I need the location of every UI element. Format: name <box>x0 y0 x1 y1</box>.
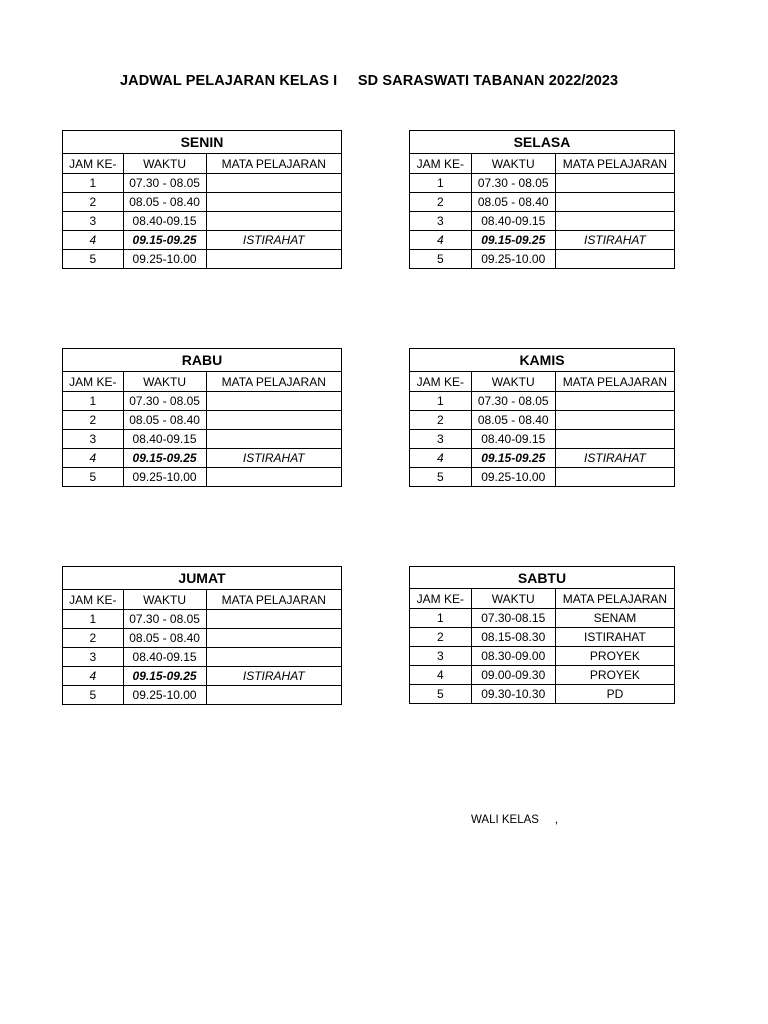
table-row <box>410 392 675 411</box>
jam-cell: 1 <box>410 392 472 411</box>
jam-cell: 3 <box>410 647 472 666</box>
waktu-cell: 09.25-10.00 <box>123 686 206 705</box>
waktu-cell: 09.25-10.00 <box>123 250 206 269</box>
mapel-cell <box>206 174 341 193</box>
jam-cell: 3 <box>410 212 472 231</box>
mapel-cell <box>206 193 341 212</box>
waktu-cell: 09.25-10.00 <box>471 250 555 269</box>
mapel-cell: ISTIRAHAT <box>206 231 341 250</box>
jam-cell: 1 <box>63 392 124 411</box>
waktu-cell: 08.05 - 08.40 <box>471 193 555 212</box>
waktu-cell: 07.30 - 08.05 <box>123 392 206 411</box>
jam-cell: 4 <box>63 449 124 468</box>
waktu-cell: 09.15-09.25 <box>471 449 555 468</box>
table-row <box>63 250 342 269</box>
mapel-cell: ISTIRAHAT <box>206 667 341 686</box>
jam-cell: 4 <box>410 449 472 468</box>
mapel-cell: ISTIRAHAT <box>555 628 674 647</box>
jam-cell: 2 <box>63 629 124 648</box>
jam-cell: 3 <box>410 430 472 449</box>
waktu-cell: 08.05 - 08.40 <box>471 411 555 430</box>
col-header-waktu: WAKTU <box>471 372 555 392</box>
day-title: SABTU <box>410 567 675 589</box>
jam-cell: 2 <box>63 411 124 430</box>
col-header-waktu: WAKTU <box>471 154 555 174</box>
table-row-break <box>410 449 675 468</box>
waktu-cell: 09.15-09.25 <box>471 231 555 250</box>
table-row <box>410 193 675 212</box>
table-row <box>410 666 675 685</box>
table-row <box>410 174 675 193</box>
mapel-cell <box>206 430 341 449</box>
table-row <box>410 212 675 231</box>
jam-cell: 1 <box>63 174 124 193</box>
mapel-cell <box>555 392 674 411</box>
mapel-cell <box>206 629 341 648</box>
table-row <box>410 411 675 430</box>
jam-cell: 5 <box>410 250 472 269</box>
col-header-waktu: WAKTU <box>471 589 555 609</box>
table-row-break <box>63 667 342 686</box>
day-title: SENIN <box>63 131 342 154</box>
waktu-cell: 07.30 - 08.05 <box>123 610 206 629</box>
day-title: SELASA <box>410 131 675 154</box>
schedule-table-selasa <box>409 130 675 269</box>
table-row <box>410 628 675 647</box>
col-header-jam: JAM KE- <box>410 589 472 609</box>
table-row <box>63 468 342 487</box>
table-row <box>63 411 342 430</box>
table-row <box>63 174 342 193</box>
waktu-cell: 08.40-09.15 <box>471 430 555 449</box>
waktu-cell: 07.30 - 08.05 <box>471 392 555 411</box>
wali-kelas-signature-label: WALI KELAS , <box>471 814 559 826</box>
jam-cell: 3 <box>63 648 124 667</box>
col-header-waktu: WAKTU <box>123 590 206 610</box>
mapel-cell: ISTIRAHAT <box>206 449 341 468</box>
mapel-cell <box>206 610 341 629</box>
table-row <box>63 648 342 667</box>
col-header-waktu: WAKTU <box>123 154 206 174</box>
jam-cell: 5 <box>63 686 124 705</box>
mapel-cell <box>555 430 674 449</box>
waktu-cell: 08.40-09.15 <box>123 212 206 231</box>
jam-cell: 4 <box>63 667 124 686</box>
table-row <box>410 430 675 449</box>
table-row <box>63 193 342 212</box>
waktu-cell: 08.15-08.30 <box>471 628 555 647</box>
col-header-jam: JAM KE- <box>63 154 124 174</box>
mapel-cell: PROYEK <box>555 647 674 666</box>
jam-cell: 1 <box>63 610 124 629</box>
mapel-cell <box>206 411 341 430</box>
day-title: KAMIS <box>410 349 675 372</box>
mapel-cell: ISTIRAHAT <box>555 449 674 468</box>
waktu-cell: 09.30-10.30 <box>471 685 555 704</box>
waktu-cell: 08.40-09.15 <box>123 648 206 667</box>
jam-cell: 1 <box>410 609 472 628</box>
mapel-cell: PROYEK <box>555 666 674 685</box>
table-row <box>410 609 675 628</box>
jam-cell: 3 <box>63 430 124 449</box>
jam-cell: 2 <box>410 411 472 430</box>
schedule-table-sabtu <box>409 566 675 704</box>
table-row <box>63 686 342 705</box>
waktu-cell: 08.05 - 08.40 <box>123 193 206 212</box>
waktu-cell: 08.40-09.15 <box>471 212 555 231</box>
waktu-cell: 09.25-10.00 <box>123 468 206 487</box>
waktu-cell: 08.30-09.00 <box>471 647 555 666</box>
jam-cell: 4 <box>63 231 124 250</box>
waktu-cell: 07.30 - 08.05 <box>123 174 206 193</box>
col-header-mapel: MATA PELAJARAN <box>206 372 341 392</box>
waktu-cell: 09.15-09.25 <box>123 231 206 250</box>
mapel-cell <box>555 250 674 269</box>
day-title: JUMAT <box>63 567 342 590</box>
mapel-cell <box>206 468 341 487</box>
col-header-waktu: WAKTU <box>123 372 206 392</box>
mapel-cell <box>555 212 674 231</box>
table-row-break <box>410 231 675 250</box>
waktu-cell: 09.00-09.30 <box>471 666 555 685</box>
col-header-jam: JAM KE- <box>410 372 472 392</box>
table-row <box>63 610 342 629</box>
col-header-jam: JAM KE- <box>63 590 124 610</box>
table-row <box>63 392 342 411</box>
table-row-break <box>63 231 342 250</box>
waktu-cell: 08.05 - 08.40 <box>123 629 206 648</box>
mapel-cell <box>206 212 341 231</box>
mapel-cell: SENAM <box>555 609 674 628</box>
mapel-cell <box>206 648 341 667</box>
waktu-cell: 09.15-09.25 <box>123 667 206 686</box>
col-header-mapel: MATA PELAJARAN <box>555 372 674 392</box>
jam-cell: 3 <box>63 212 124 231</box>
table-row <box>63 212 342 231</box>
col-header-mapel: MATA PELAJARAN <box>555 154 674 174</box>
mapel-cell <box>555 468 674 487</box>
mapel-cell <box>555 193 674 212</box>
jam-cell: 5 <box>410 468 472 487</box>
table-row <box>410 468 675 487</box>
mapel-cell: ISTIRAHAT <box>555 231 674 250</box>
jam-cell: 1 <box>410 174 472 193</box>
waktu-cell: 07.30 - 08.05 <box>471 174 555 193</box>
mapel-cell <box>555 411 674 430</box>
mapel-cell <box>206 250 341 269</box>
jam-cell: 4 <box>410 231 472 250</box>
mapel-cell <box>206 392 341 411</box>
table-row <box>410 250 675 269</box>
page-title: JADWAL PELAJARAN KELAS I SD SARASWATI TABANAN 2022/2023 <box>120 73 619 89</box>
table-row <box>410 685 675 704</box>
jam-cell: 2 <box>410 193 472 212</box>
col-header-mapel: MATA PELAJARAN <box>206 154 341 174</box>
mapel-cell: PD <box>555 685 674 704</box>
jam-cell: 2 <box>63 193 124 212</box>
col-header-jam: JAM KE- <box>63 372 124 392</box>
waktu-cell: 07.30-08.15 <box>471 609 555 628</box>
jam-cell: 5 <box>410 685 472 704</box>
schedule-table-rabu <box>62 348 342 487</box>
waktu-cell: 08.40-09.15 <box>123 430 206 449</box>
schedule-table-kamis <box>409 348 675 487</box>
table-row <box>63 629 342 648</box>
table-row-break <box>63 449 342 468</box>
mapel-cell <box>555 174 674 193</box>
jam-cell: 2 <box>410 628 472 647</box>
jam-cell: 4 <box>410 666 472 685</box>
table-row <box>63 430 342 449</box>
waktu-cell: 09.15-09.25 <box>123 449 206 468</box>
day-title: RABU <box>63 349 342 372</box>
mapel-cell <box>206 686 341 705</box>
waktu-cell: 08.05 - 08.40 <box>123 411 206 430</box>
schedule-table-jumat <box>62 566 342 705</box>
table-row <box>410 647 675 666</box>
col-header-mapel: MATA PELAJARAN <box>555 589 674 609</box>
schedule-table-senin <box>62 130 342 269</box>
jam-cell: 5 <box>63 250 124 269</box>
col-header-jam: JAM KE- <box>410 154 472 174</box>
col-header-mapel: MATA PELAJARAN <box>206 590 341 610</box>
waktu-cell: 09.25-10.00 <box>471 468 555 487</box>
jam-cell: 5 <box>63 468 124 487</box>
